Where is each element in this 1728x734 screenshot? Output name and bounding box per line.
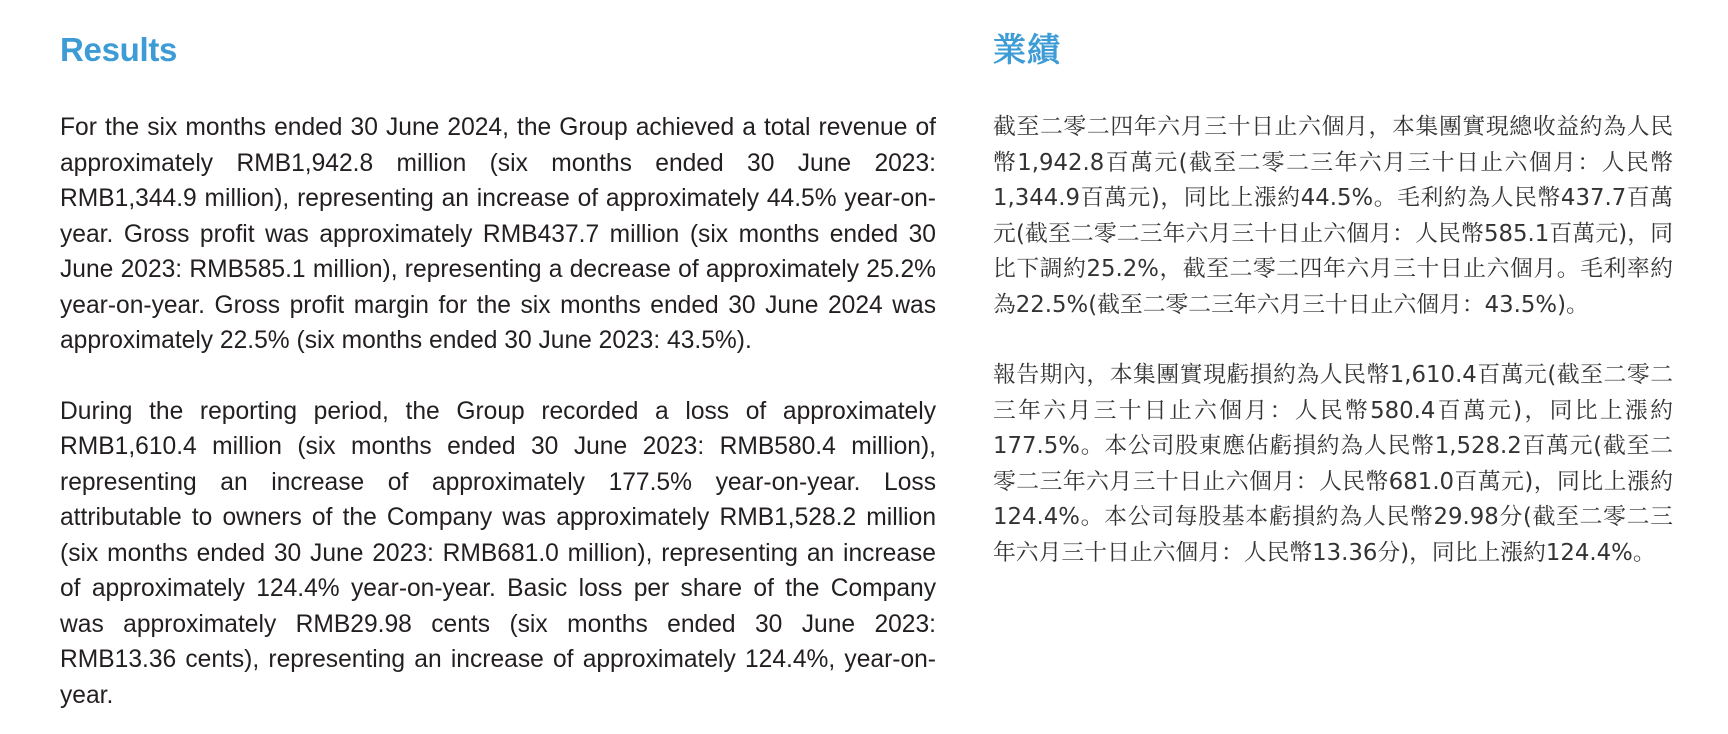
english-paragraph-results-revenue: For the six months ended 30 June 2024, the Group achieved a total revenue of approximately RMB1,942.8 million (six months ended 30 June 2023: RMB1,344.9 million), representing an increase of approximately 44.5% year-on-year. Gross profit was approximately RMB437.7 million (six months ended 30 June 2023: RMB585.1 million), representing a decrease of approximately 25.2% year-on-year. Gross profit margin for the six months ended 30 June 2024 was approximately 22.5% (six months ended 30 June 2023: 43.5%).: [60, 114, 936, 354]
english-paragraph-results-loss: During the reporting period, the Group recorded a loss of approximately RMB1,610.4 million (six months ended 30 June 2023: RMB580.4 million), representing an increase of approximately 177.5% year-on-year. Loss attributable to owners of the Company was approximately RMB1,528.2 million (six months ended 30 June 2023: RMB681.0 million), representing an increase of approximately 124.4% year-on-year. Basic loss per share of the Company was approximately RMB29.98 cents (six months ended 30 June 2023: RMB13.36 cents), representing an increase of approximately 124.4%, year-on-year.: [60, 397, 936, 709]
english-heading: Results: [60, 31, 178, 68]
chinese-paragraph-results-revenue: 截至二零二四年六月三十日止六個月，本集團實現總收益約為人民幣1,942.8百萬元(截至二零二三年六月三十日止六個月：人民幣1,344.9百萬元)，同比上漲約44.5%。毛利約為人民幣437.7百萬元(截至二零二三年六月三十日止六個月：人民幣585.1百萬元)，同比下調約25.2%，截至二零二四年六月三十日止六個月。毛利率約為22.5%(截至二零二三年六月三十日止六個月：43.5%)。: [993, 114, 1673, 318]
chinese-paragraph-results-loss: 報告期內，本集團實現虧損約為人民幣1,610.4百萬元(截至二零二三年六月三十日止六個月：人民幣580.4百萬元)，同比上漲約177.5%。本公司股東應佔虧損約為人民幣1,528.2百萬元(截至二零二三年六月三十日止六個月：人民幣681.0百萬元)，同比上漲約124.4%。本公司每股基本虧損約為人民幣29.98分(截至二零二三年六月三十日止六個月：人民幣13.36分)，同比上漲約124.4%。: [993, 362, 1673, 566]
english-column: [60, 30, 936, 713]
chinese-column: [993, 30, 1673, 571]
chinese-heading: 業績: [993, 30, 1061, 69]
